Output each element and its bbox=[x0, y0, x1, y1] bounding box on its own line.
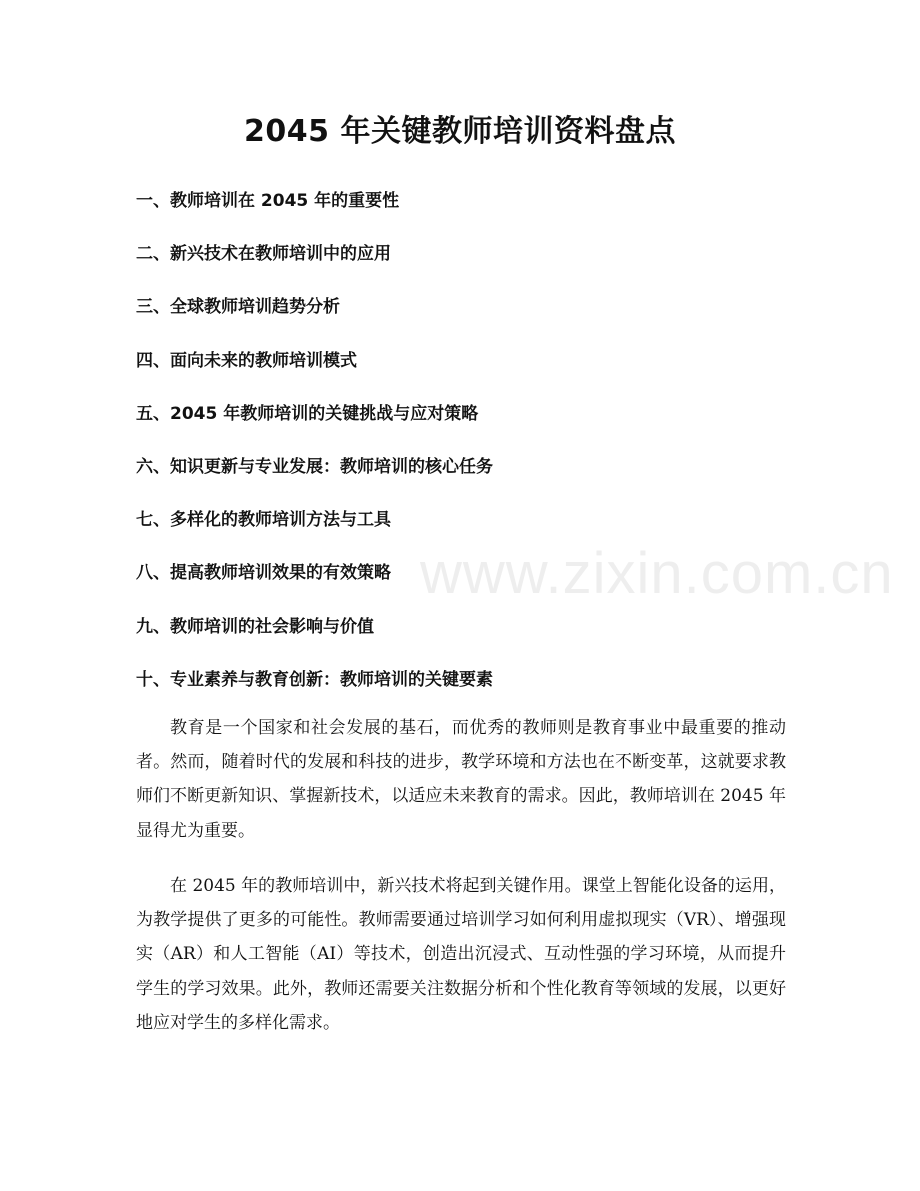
toc-item-10: 十、专业素养与教育创新：教师培训的关键要素 bbox=[136, 669, 493, 690]
body-paragraph-1: 教育是一个国家和社会发展的基石，而优秀的教师则是教育事业中最重要的推动者。然而，随着时代的发展和科技的进步，教学环境和方法也在不断变革，这就要求教师们不断更新知识、掌握新技术，以适应未来教育的需求。因此，教师培训在 2045 年显得尤为重要。 bbox=[136, 718, 786, 841]
document-title: 2045 年关键教师培训资料盘点 bbox=[244, 114, 676, 149]
toc-item-9: 九、教师培训的社会影响与价值 bbox=[136, 616, 374, 637]
body-paragraph-2: 在 2045 年的教师培训中，新兴技术将起到关键作用。课堂上智能化设备的运用，为教学提供了更多的可能性。教师需要通过培训学习如何利用虚拟现实（VR）、增强现实（AR）和人工智能（AI）等技术，创造出沉浸式、互动性强的学习环境，从而提升学生的学习效果。此外，教师还需要关注数据分析和个性化教育等领域的发展，以更好地应对学生的多样化需求。 bbox=[136, 876, 786, 1033]
watermark-text: www.zixin.com.cn bbox=[420, 541, 894, 606]
toc-item-7: 七、多样化的教师培训方法与工具 bbox=[136, 510, 391, 531]
toc-item-1: 一、教师培训在 2045 年的重要性 bbox=[136, 191, 400, 211]
toc-item-3: 三、全球教师培训趋势分析 bbox=[136, 297, 340, 318]
table-of-contents bbox=[136, 186, 796, 718]
toc-item-5: 五、2045 年教师培训的关键挑战与应对策略 bbox=[136, 403, 479, 424]
toc-item-2: 二、新兴技术在教师培训中的应用 bbox=[136, 244, 391, 265]
toc-item-6: 六、知识更新与专业发展：教师培训的核心任务 bbox=[136, 456, 493, 477]
toc-item-4: 四、面向未来的教师培训模式 bbox=[136, 350, 357, 371]
toc-item-8: 八、提高教师培训效果的有效策略 bbox=[136, 563, 391, 584]
